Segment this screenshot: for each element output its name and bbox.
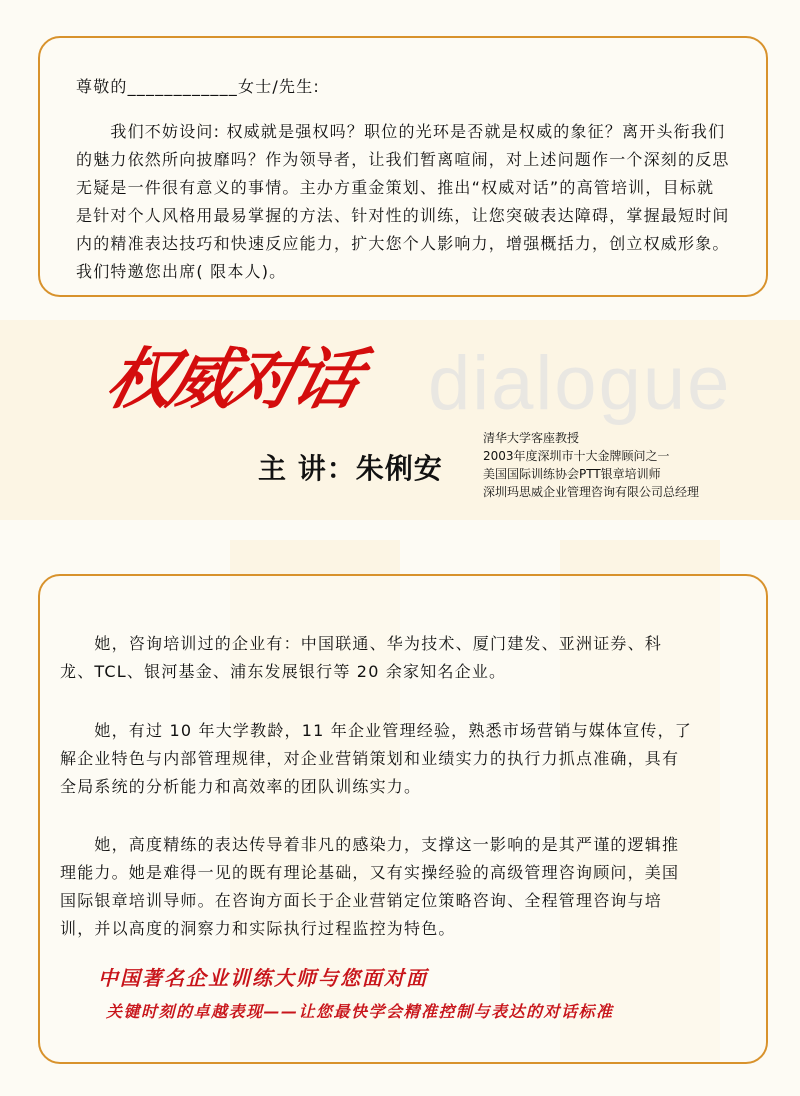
speaker-name: 主 讲：朱俐安: [258, 452, 443, 485]
slogan-sub: 关键时刻的卓越表现——让您最快学会精准控制与表达的对话标准: [106, 1002, 614, 1021]
credential: 2003年度深圳市十大金牌顾问之一: [483, 449, 670, 463]
invitation-line: 内的精准表达技巧和快速反应能力，扩大您个人影响力，增强概括力，创立权威形象。: [76, 234, 730, 253]
invitation-line: 是针对个人风格用最易掌握的方法、针对性的训练，让您突破表达障碍，掌握最短时间: [76, 206, 730, 225]
invitation-line: 我们特邀您出席( 限本人)。: [76, 262, 287, 281]
bio-line: 理能力。她是难得一见的既有理论基础，又有实操经验的高级管理咨询顾问，美国: [60, 863, 680, 882]
bio-line: 解企业特色与内部管理规律，对企业营销策划和业绩实力的执行力抓点准确，具有: [60, 749, 680, 768]
bio-line: 她，高度精练的表达传导着非凡的感染力，支撑这一影响的是其严谨的逻辑推: [60, 835, 680, 854]
invitation-line: 的魅力依然所向披靡吗？作为领导者，让我们暂离喧闹，对上述问题作一个深刻的反思: [76, 150, 730, 169]
invitation-line: 无疑是一件很有意义的事情。主办方重金策划、推出“权威对话”的高管培训，目标就: [76, 178, 715, 197]
bio-line: 国际银章培训导师。在咨询方面长于企业营销定位策略咨询、全程管理咨询与培: [60, 891, 663, 910]
slogan-main: 中国著名企业训练大师与您面对面: [98, 966, 428, 990]
bio-line: 全局系统的分析能力和高效率的团队训练实力。: [60, 777, 422, 796]
bio-line: 她，咨询培训过的企业有：中国联通、华为技术、厦门建发、亚洲证券、科: [60, 634, 663, 653]
dialogue-watermark: dialogue: [428, 341, 732, 426]
salutation: 尊敬的____________女士/先生:: [76, 77, 320, 96]
credential: 深圳玛思威企业管理咨询有限公司总经理: [483, 485, 700, 499]
invitation-line: 我们不妨设问: 权威就是强权吗？职位的光环是否就是权威的象征？离开头衔我们: [76, 122, 726, 141]
bio-line: 龙、TCL、银河基金、浦东发展银行等 20 余家知名企业。: [60, 662, 507, 681]
invitation-box: [38, 36, 768, 297]
credential: 清华大学客座教授: [483, 431, 580, 445]
bio-box: [38, 574, 768, 1064]
credential: 美国国际训练协会PTT银章培训师: [483, 467, 661, 481]
banner-title: 权威对话: [98, 341, 366, 418]
bio-line: 训，并以高度的洞察力和实际执行过程监控为特色。: [60, 919, 456, 938]
bio-line: 她，有过 10 年大学教龄，11 年企业管理经验，熟悉市场营销与媒体宣传，了: [60, 721, 692, 740]
